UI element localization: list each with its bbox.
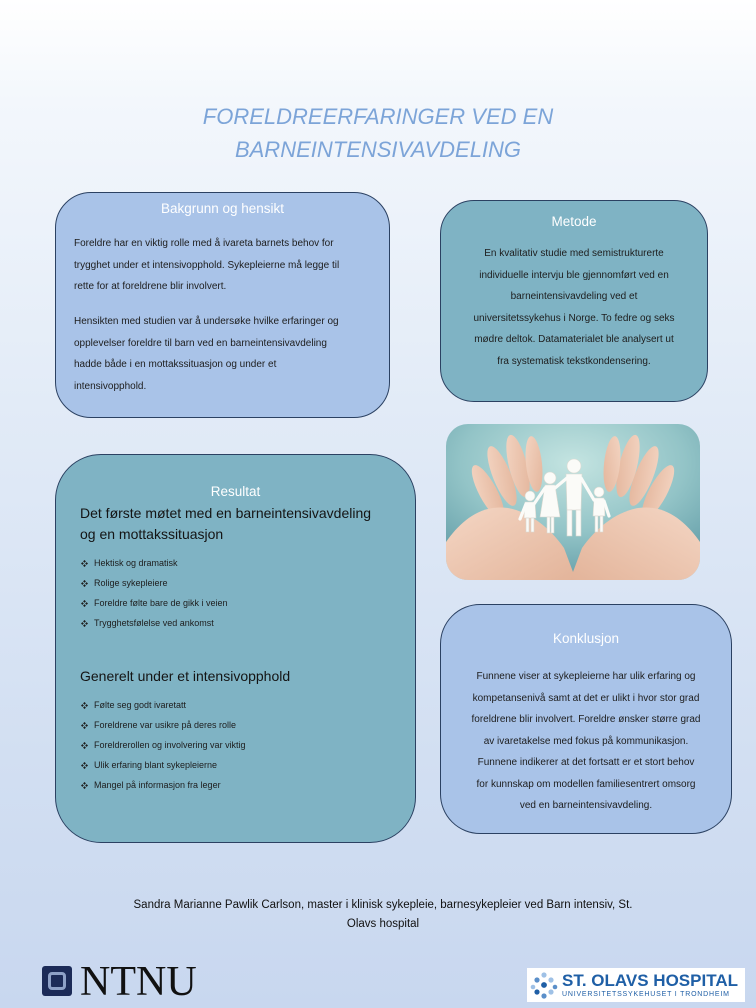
list-item bbox=[81, 613, 228, 633]
family-hands-photo bbox=[446, 424, 700, 580]
diamond-bullet-icon bbox=[81, 580, 88, 587]
text-line: fra systematisk tekstkondensering. bbox=[497, 355, 651, 367]
list-item-text: Mangel på informasjon fra leger bbox=[94, 780, 221, 790]
results-bullet-list-1 bbox=[81, 553, 228, 633]
results-box bbox=[55, 454, 416, 843]
list-item-text: Ulik erfaring blant sykepleierne bbox=[94, 760, 218, 770]
list-item bbox=[81, 593, 228, 613]
list-item-text: Følte seg godt ivaretatt bbox=[94, 700, 187, 710]
text-line: ved en barneintensivavdeling. bbox=[519, 800, 653, 811]
text-line: hadde både i en mottakssituasjon og under et bbox=[74, 359, 277, 370]
ntnu-logo-text: NTNU bbox=[80, 959, 197, 1005]
list-item-text: Hektisk og dramatisk bbox=[94, 558, 178, 568]
list-item bbox=[81, 775, 246, 795]
background-paragraph-1 bbox=[74, 233, 339, 298]
text-line: rette for at foreldrene blir involvert. bbox=[74, 281, 227, 292]
author-line-1: Sandra Marianne Pawlik Carlson, master i klinisk sykepleie, barnesykepleier ved Barn intensiv, St. bbox=[133, 899, 633, 911]
st-olavs-logo bbox=[527, 968, 745, 1002]
author-line-2: Olavs hospital bbox=[346, 918, 420, 930]
method-box bbox=[440, 200, 708, 402]
text-line: intensivopphold. bbox=[74, 380, 147, 392]
diamond-bullet-icon bbox=[81, 620, 88, 627]
conclusion-text bbox=[441, 666, 731, 817]
subheading-line: Det første møtet med en barneintensivavdeling bbox=[80, 504, 372, 521]
list-item bbox=[81, 553, 228, 573]
method-text bbox=[441, 243, 707, 373]
method-heading: Metode bbox=[551, 214, 597, 229]
poster-title-line-1: FORELDREERFARINGER VED EN bbox=[202, 104, 554, 129]
list-item bbox=[81, 735, 246, 755]
dot-cluster-logo-icon bbox=[530, 972, 558, 999]
background-box bbox=[55, 192, 390, 418]
conclusion-box bbox=[440, 604, 732, 834]
text-line: En kvalitativ studie med semistrukturerte bbox=[484, 248, 664, 259]
text-line: foreldrene blir involvert. Foreldre ønsker større grad bbox=[471, 714, 701, 725]
st-olavs-subtitle: UNIVERSITETSSYKEHUSET I TRONDHEIM bbox=[562, 990, 730, 998]
results-subheading-2: Generelt under et intensivopphold bbox=[80, 667, 291, 684]
results-subheading-1 bbox=[80, 503, 371, 545]
family-hands-illustration bbox=[446, 424, 700, 580]
text-line: av ivaretakelse med fokus på kommunikasjon. bbox=[483, 735, 689, 747]
text-line: mødre deltok. Datamaterialet ble analysert ut bbox=[474, 334, 674, 346]
diamond-bullet-icon bbox=[81, 742, 88, 749]
diamond-bullet-icon bbox=[81, 722, 88, 729]
diamond-bullet-icon bbox=[81, 600, 88, 607]
list-item bbox=[81, 715, 246, 735]
text-line: individuelle intervju ble gjennomført ved en bbox=[479, 269, 669, 281]
text-line: kompetansenivå samt at det er ulikt i hvor stor grad bbox=[472, 692, 700, 704]
text-line: barneintensivavdeling ved et bbox=[510, 291, 638, 303]
author-credit bbox=[0, 896, 756, 934]
subheading-line: og en mottakssituasjon bbox=[80, 525, 224, 542]
diamond-bullet-icon bbox=[81, 782, 88, 789]
text-line: Funnene viser at sykepleierne har ulik erfaring og bbox=[476, 671, 696, 682]
st-olavs-name: ST. OLAVS HOSPITAL bbox=[562, 970, 738, 990]
text-line: trygghet under et intensivopphold. Sykepleierne må legge til bbox=[74, 259, 340, 271]
list-item-text: Foreldre følte bare de gikk i veien bbox=[94, 598, 228, 608]
diamond-bullet-icon bbox=[81, 702, 88, 709]
text-line: for kunnskap om modellen familiesentrert omsorg bbox=[476, 778, 696, 790]
list-item bbox=[81, 695, 246, 715]
list-item bbox=[81, 573, 228, 593]
background-paragraph-2 bbox=[74, 311, 339, 397]
text-line: Funnene indikerer at det fortsatt er et stort behov bbox=[477, 757, 695, 768]
list-item-text: Foreldrerollen og involvering var viktig bbox=[94, 740, 246, 750]
list-item-text: Foreldrene var usikre på deres rolle bbox=[94, 720, 237, 730]
ntnu-logo-icon bbox=[42, 966, 72, 996]
poster-title-line-2: BARNEINTENSIVAVDELING bbox=[234, 137, 522, 162]
list-item bbox=[81, 755, 246, 775]
poster-title bbox=[0, 100, 756, 166]
conclusion-heading: Konklusjon bbox=[552, 631, 620, 646]
text-line: Foreldre har en viktig rolle med å ivareta barnets behov for bbox=[74, 238, 334, 249]
diamond-bullet-icon bbox=[81, 762, 88, 769]
text-line: opplevelser foreldre til barn ved en barneintensivavdeling bbox=[74, 337, 327, 349]
text-line: Hensikten med studien var å undersøke hvilke erfaringer og bbox=[74, 316, 339, 327]
diamond-bullet-icon bbox=[81, 560, 88, 567]
background-heading: Bakgrunn og hensikt bbox=[160, 201, 285, 216]
results-bullet-list-2 bbox=[81, 695, 246, 795]
results-heading: Resultat bbox=[210, 484, 261, 499]
text-line: universitetssykehus i Norge. To fedre og seks bbox=[473, 312, 675, 324]
list-item-text: Trygghetsfølelse ved ankomst bbox=[94, 618, 214, 628]
list-item-text: Rolige sykepleiere bbox=[94, 578, 168, 588]
